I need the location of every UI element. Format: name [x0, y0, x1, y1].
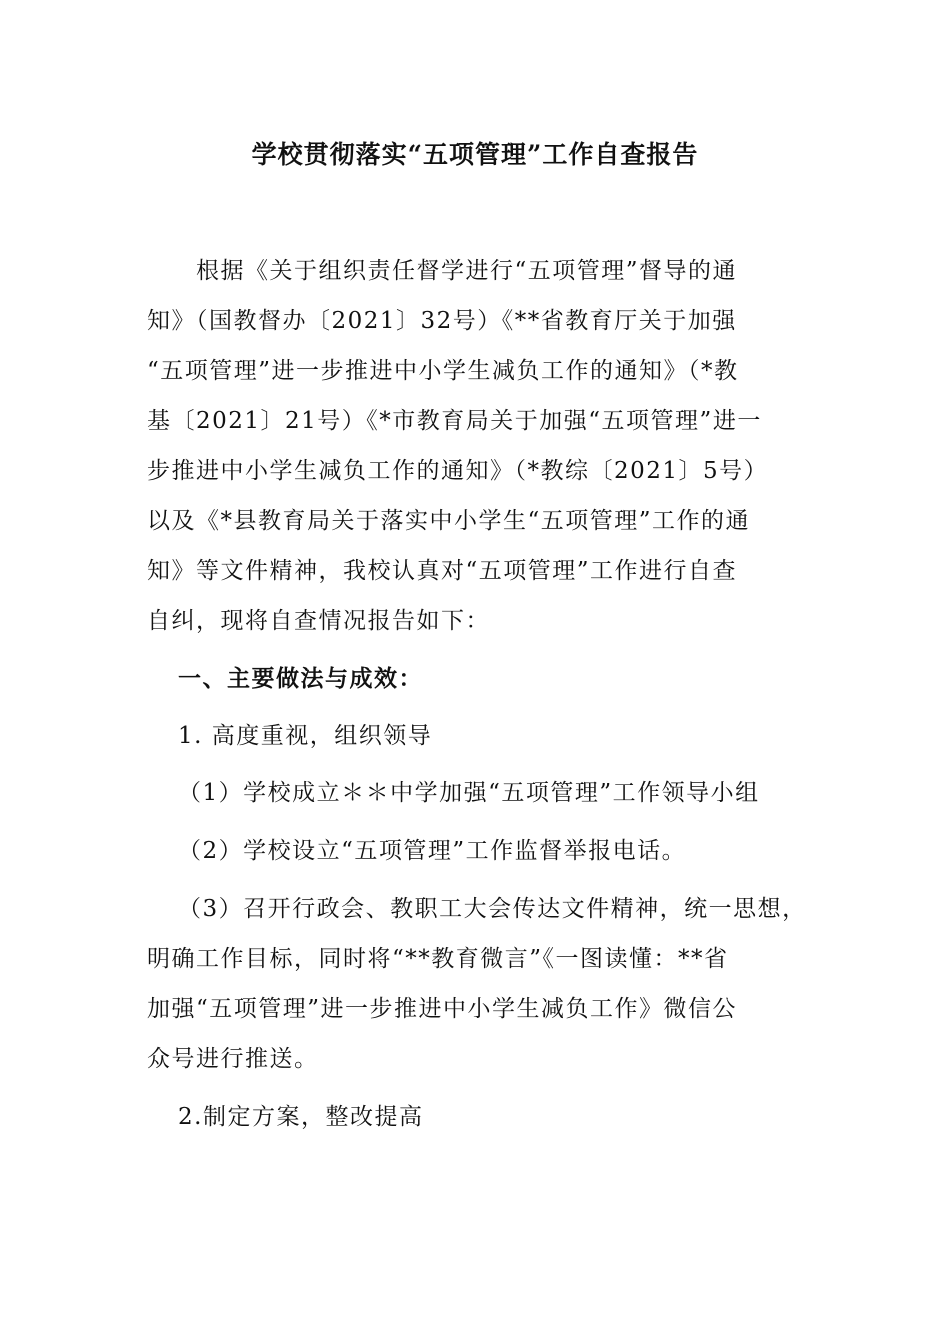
item-heading: 2.制定方案，整改提高 — [178, 1104, 424, 1130]
sub-item-line: 加强“五项管理”进一步推进中小学生减负工作》微信公 — [147, 996, 738, 1022]
item-heading: 1. 高度重视，组织领导 — [178, 723, 433, 749]
intro-line: 知》（国教督办〔2021〕32号）《**省教育厅关于加强 — [147, 308, 737, 334]
intro-line: 自纠，现将自查情况报告如下： — [147, 608, 490, 634]
intro-line: 基〔2021〕21号）《*市教育局关于加强“五项管理”进一 — [147, 408, 762, 434]
intro-line: 以及《*县教育局关于落实中小学生“五项管理”工作的通 — [147, 508, 751, 534]
section-heading: 一、主要做法与成效： — [178, 665, 423, 692]
intro-line: 步推进中小学生减负工作的通知》（*教综〔2021〕5号） — [147, 458, 769, 484]
sub-item-line: （3）召开行政会、教职工大会传达文件精神，统一思想， — [178, 896, 807, 922]
sub-item-line: 明确工作目标，同时将“**教育微言”《一图读懂：**省 — [147, 946, 729, 972]
intro-line: “五项管理”进一步推进中小学生减负工作的通知》（*教 — [147, 358, 739, 384]
document-title: 学校贯彻落实“五项管理”工作自查报告 — [251, 140, 699, 169]
sub-item: （1）学校成立＊＊中学加强“五项管理”工作领导小组 — [178, 780, 760, 806]
intro-line: 知》等文件精神，我校认真对“五项管理”工作进行自查 — [147, 558, 738, 584]
sub-item-line: 众号进行推送。 — [147, 1046, 319, 1072]
intro-line: 根据《关于组织责任督学进行“五项管理”督导的通 — [196, 258, 738, 284]
sub-item: （2）学校设立“五项管理”工作监督举报电话。 — [178, 838, 687, 864]
